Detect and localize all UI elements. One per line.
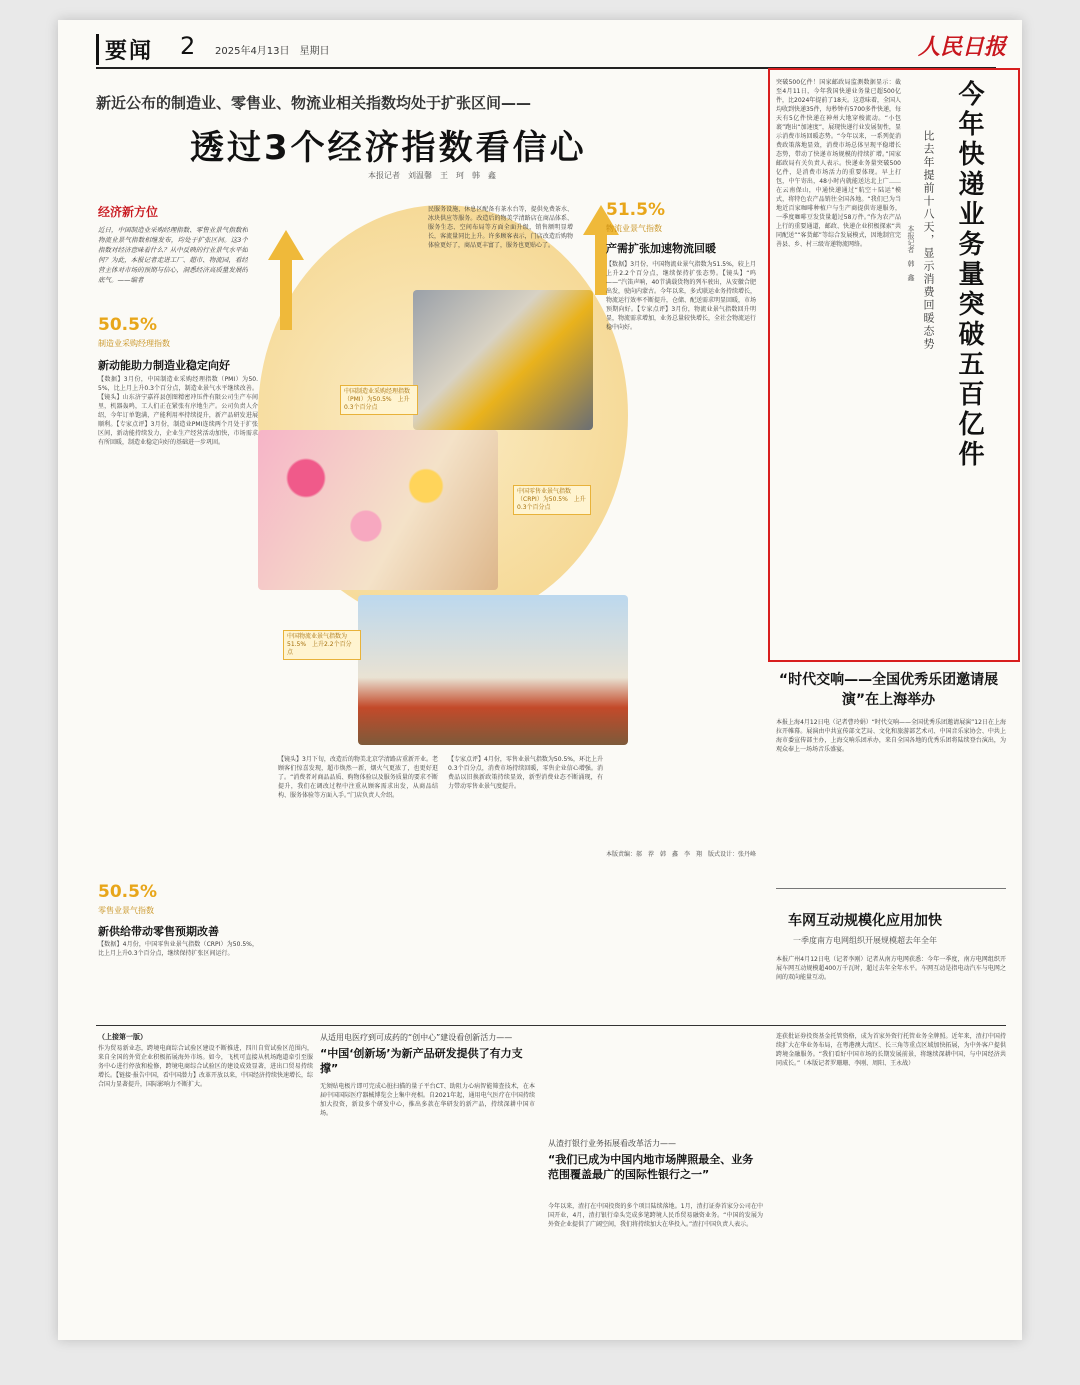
concert-body: 本报上海4月12日电（记者曹玲娟）“时代交响——全国优秀乐团邀请展演”12日在上海拉开帷幕。展演由中共宣传部文艺局、文化和旅游部艺术司、中国音乐家协会、中共上海市委宣传部主办，上海交响乐团承办，来自全国各地的优秀乐团将陆续登台演出，为观众奉上一场场音乐盛宴。 (776, 719, 1006, 753)
retail-label: 零售业景气指数 (98, 906, 154, 915)
bottom-col4: 连获批证券投资基金托管资格，成为首家外资行托管业务全牌照。近年来，渣打中国持续扩大在华业务布局，在粤港澳大湾区、长三角等重点区域加快拓展，为中外客户提供跨境金融服务。“我们看好中国市场的长期发展前景，将继续深耕中国，与中国经济共同成长。”（本版记者罗珊珊、李刚、周阳、王永战） (776, 1033, 1006, 1067)
bottom-col1: 作为贸易新业态，跨境电商综合试验区建设不断推进，四川自贸试验区范围内，来自全国的外贸企业积极拓展海外市场。如今，飞机可直接从机场跑道牵引至服务中心进行停放和检修，跨境电商综合试验区的建设成效显著，进出口贸易持续增长。【链接·报告中国，看中国潜力】改革开放以来，中国经济持续快速增长，综合国力显著提升，国际影响力不断扩大。 (98, 1045, 313, 1088)
page-number: 2 (180, 32, 196, 60)
lead-headline: 透过3个经济指数看信心 (190, 128, 587, 168)
express-body: 突破500亿件！国家邮政局监测数据显示：截至4月11日，今年我国快递业务量已超500亿件，比2024年提前了18天。这意味着，全国人均收到快递35件，每秒钟有5700多件快递，每天有5亿件快递在神州大地穿梭流动。“小包裹”跑出“加速度”，展现快递行业发展韧性，显示消费市场回暖态势。“今年以来，一系列促消费政策落地显效，消费市场总体呈现平稳增长态势，带动了快递市场规模的持续扩增。”国家邮政局有关负责人表示。快递业务量突破500亿件，是消费市场活力的重要体现。早上打包，中午寄出，48小时内就能送达北上广……在云南保山，中通快递通过“航空＋陆运”模式，将特色农产品销往全国各地。“我们已为当地近百家咖啡种植户与生产商提供寄递服务，一季度咖啡豆发货量超过58万件。”作为农产品上行的重要通道，邮政、快递企业积极探索“共同配送”“客货邮”等综合发展模式，因地制宜完善县、乡、村三级寄递物流网络。 (776, 79, 901, 248)
divider (776, 888, 1006, 889)
pmi-text: 【数据】3月份，中国制造业采购经理指数（PMI）为50.5%，比上月上升0.3个百分点，制造业景气水平继续改善。【镜头】山东济宁嘉祥县创图精密冲压件有限公司生产车间里，机器轰鸣，工人们正在紧张有序地生产。公司负责人介绍，今年订单饱满，产能利用率持续提升，新产品研发进展顺利。【专家点评】3月份，制造业PMI连续两个月处于扩张区间，新动能持续发力，企业生产经营活动加快，市场需求有所回暖，制造业稳定向好的基础进一步巩固。 (98, 376, 258, 446)
section-name: 要闻 (96, 34, 153, 65)
express-headline: 今年快递业务量突破五百亿件 (954, 80, 984, 470)
auto-headline: 车网互动规模化应用加快 (788, 913, 942, 929)
bottom-rule (96, 1025, 1006, 1026)
retail-chip: 中国零售业景气指数（CRPI）为50.5% 上升0.3个百分点 (513, 485, 591, 515)
mid-text: 民服务设施，休息区配备有茶水台等，提供免费茶水、冰块供应等服务。改造后的物美学清路店在商品体系、服务生态、空间布局等方面全面升级，销售额明显增长，客流量同比上升。许多顾客表示，门店改造后购物体验更好了，商品更丰富了，服务也更贴心了。 (428, 206, 573, 249)
lead-kicker: 新近公布的制造业、零售业、物流业相关指数均处于扩张区间—— (96, 94, 532, 112)
masthead-logo: 人民日报 (918, 34, 1007, 60)
newspaper-page (58, 20, 1022, 1340)
express-author: 本报记者 韩 鑫 (907, 225, 915, 281)
bottom-col2-title: “中国‘创新场’为新产品研发提供了有力支撑” (320, 1047, 523, 1075)
auto-body: 本报广州4月12日电（记者李刚）记者从南方电网获悉：今年一季度，南方电网组织开展车网互动规模超400万千瓦时，超过去年全年水平。车网互动是指电动汽车与电网之间的双向能量互动。 (776, 956, 1006, 981)
express-subhead: 比去年提前十八天，显示消费回暖态势 (922, 130, 935, 351)
mid-text-2: 【镜头】3月下旬，改造后的物美北京学清路店重新开业。老顾客们惊喜发现，超市焕然一新，烟火气更浓了，也更好逛了。“消费者对商品品质、购物体验以及服务质量的要求不断提升，我们在调改过程中注重从顾客需求出发，从商品结构、服务体验等方面入手。”门店负责人介绍。 (278, 756, 438, 799)
mid-text-3: 【专家点评】4月份，零售业景气指数为50.5%，环比上升0.3个百分点，消费市场持续回暖，零售企业信心增强。消费品以旧换新政策持续显效，新型消费业态不断涌现，有力带动零售业景气度提升。 (448, 756, 603, 790)
logistics-text: 【数据】3月份，中国物流业景气指数为51.5%，较上月上升2.2个百分点，继续保持扩张态势。【镜头】“呜——”汽笛声响，40节满载货物的列车驶出，从安徽合肥出发，驶向内蒙古。今年以来，多式联运业务持续增长，物流运行效率不断提升，仓储、配送需求明显回暖，市场预期向好。【专家点评】3月份，物流业景气指数回升明显，物流需求增加，业务总量较快增长，全社会物流运行稳中向好。 (606, 261, 756, 331)
candy-store-photo (258, 430, 498, 590)
retail-title: 新供给带动零售预期改善 (98, 925, 219, 938)
lead-byline: 本报记者 刘温馨 王 珂 韩 鑫 (368, 171, 496, 180)
lead-intro: 近日，中国制造业采购经理指数、零售业景气指数和物流业景气指数相继发布，均处于扩张区间。这3个指数对经济意味着什么？从中反映的行业景气水平如何？为此，本报记者走进工厂、超市、物流园，看经营主体对市场的预期与信心，洞悉经济高质量发展的底气。——编者 (98, 226, 248, 284)
section-tag: 经济新方位 (98, 205, 159, 219)
bottom-col2: 无须贴电极片即可完成心脏扫描的量子平台CT、助阻力心病智能筛查技术，在本届中国国际医疗器械博览会上集中亮相。自2021年起，通用电气医疗在中国持续加大投资，新设多个研发中心，推出多款在华研发的新产品，持续深耕中国市场。 (320, 1083, 535, 1117)
pmi-percent: 50.5% (98, 315, 157, 335)
retail-text: 【数据】4月份，中国零售业景气指数（CRPI）为50.5%，比上月上升0.3个百分点，继续保持扩张区间运行。 (98, 941, 258, 957)
pmi-chip: 中国制造业采购经理指数（PMI）为50.5% 上升0.3个百分点 (340, 385, 418, 415)
retail-percent: 50.5% (98, 882, 157, 902)
container-port-photo (358, 595, 628, 745)
auto-subhead: 一季度南方电网组织开展规模超去年全年 (793, 936, 937, 945)
logistics-percent: 51.5% (606, 200, 665, 220)
arrow-up-icon (268, 230, 304, 330)
robot-photo (413, 290, 593, 430)
page-header (58, 20, 1022, 70)
bottom-col3: 今年以来，渣打在中国投资的多个项目陆续落地。1月，渣打证券首家分公司在中国开业，4月，渣打银行牵头完成多笔跨境人民币贸易融资业务。“中国的发展为外资企业提供了广阔空间，我们将持续加大在华投入。”渣打中国负责人表示。 (548, 1203, 763, 1228)
pmi-title: 新动能助力制造业稳定向好 (98, 359, 230, 372)
bottom-col3-kicker: 从渣打银行业务拓展看改革活力—— (548, 1139, 676, 1148)
logistics-chip: 中国物流业景气指数为51.5% 上升2.2个百分点 (283, 630, 361, 660)
issue-date: 2025年4月13日 星期日 (215, 46, 330, 57)
page-credit: 本版责编：郝 荐 韩 鑫 李 翔 版式设计：张丹峰 (606, 851, 757, 858)
bottom-col1-head: （上接第一版） (98, 1033, 147, 1041)
concert-headline: “时代交响——全国优秀乐团邀请展演”在上海举办 (778, 672, 999, 708)
logistics-label: 物流业景气指数 (606, 224, 662, 233)
bottom-col2-kicker: 从适用电医疗到可成药的“创中心”建设看创新活力—— (320, 1033, 513, 1042)
logistics-title: 产需扩张加速物流回暖 (606, 242, 716, 255)
pmi-label: 制造业采购经理指数 (98, 339, 170, 348)
bottom-col3-title: “我们已成为中国内地市场牌照最全、业务范围覆盖最广的国际性银行之一” (548, 1153, 754, 1181)
